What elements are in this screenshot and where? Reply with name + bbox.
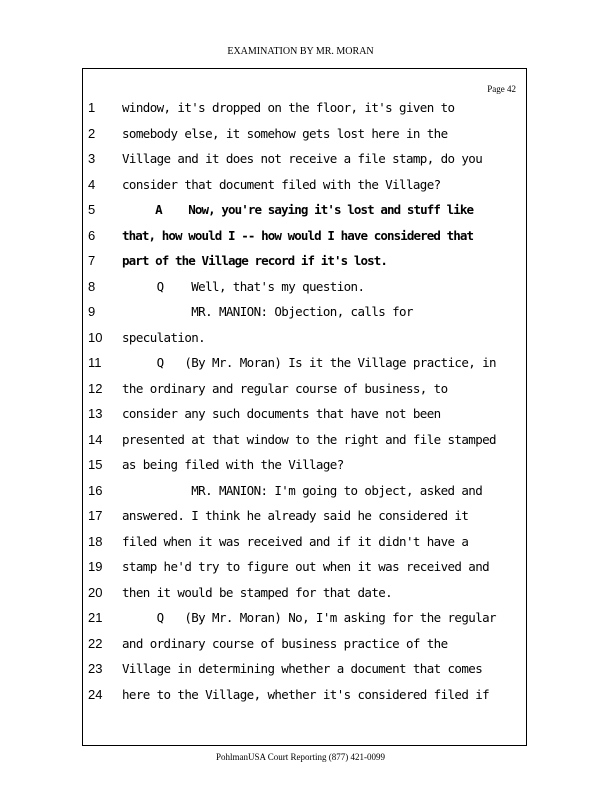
line-text: filed when it was received and if it didn't have a (122, 533, 469, 549)
transcript-line (0, 355, 601, 375)
line-text: MR. MANION: Objection, calls for (122, 304, 413, 319)
line-number: 18 (88, 533, 103, 549)
line-text: Q (By Mr. Moran) Is it the Village practice, in (122, 355, 496, 370)
transcript-line (0, 483, 601, 503)
line-number: 8 (88, 278, 96, 294)
line-text: presented at that window to the right and file stamped (122, 431, 496, 447)
line-text: Q Well, that's my question. (122, 278, 365, 294)
transcript-line (0, 636, 601, 656)
transcript-line (0, 253, 601, 273)
line-number: 12 (88, 380, 103, 396)
transcript-line (0, 687, 601, 707)
transcript-line (0, 126, 601, 146)
page-number: Page 42 (487, 84, 516, 94)
line-number: 7 (88, 253, 96, 268)
line-text: MR. MANION: I'm going to object, asked and (122, 482, 483, 498)
line-number: 9 (88, 304, 96, 319)
transcript-line (0, 585, 601, 605)
transcript-line (0, 381, 601, 401)
line-text: consider any such documents that have not been (122, 406, 441, 421)
line-number: 11 (88, 355, 102, 370)
transcript-line (0, 559, 601, 579)
transcript-header: EXAMINATION BY MR. MORAN (227, 46, 374, 57)
line-text: somebody else, it somehow gets lost here in the (122, 125, 448, 141)
line-number: 24 (88, 686, 103, 702)
line-text: speculation. (122, 329, 206, 345)
line-number: 19 (88, 559, 103, 574)
line-text: Q (By Mr. Moran) No, I'm asking for the regular (122, 610, 496, 625)
line-number: 21 (88, 610, 103, 625)
transcript-line (0, 508, 601, 528)
transcript-line (0, 202, 601, 222)
transcript-line (0, 330, 601, 350)
line-number: 3 (88, 151, 96, 166)
transcript-line (0, 406, 601, 426)
line-number: 22 (88, 635, 103, 651)
transcript-line (0, 661, 601, 681)
line-text: as being filed with the Village? (122, 457, 344, 472)
line-text: Village and it does not receive a file stamp, do you (122, 151, 483, 166)
line-number: 5 (88, 202, 96, 217)
line-number: 15 (88, 457, 103, 472)
line-text: consider that document filed with the Village? (122, 176, 441, 192)
line-text: A Now, you're saying it's lost and stuff like (122, 202, 474, 217)
line-text: window, it's dropped on the floor, it's given to (122, 100, 455, 115)
line-number: 2 (88, 125, 96, 141)
line-text: Village in determining whether a document that comes (122, 661, 483, 676)
line-text: that, how would I -- how would I have considered that (122, 227, 474, 243)
line-number: 6 (88, 227, 96, 243)
line-text: the ordinary and regular course of business, to (122, 380, 448, 396)
transcript-line (0, 610, 601, 630)
transcript-line (0, 177, 601, 197)
transcript-line (0, 151, 601, 171)
line-text: here to the Village, whether it's considered filed if (122, 686, 490, 702)
transcript-line (0, 279, 601, 299)
transcript-footer: PohlmanUSA Court Reporting (877) 421-0099 (216, 752, 385, 762)
line-number: 1 (88, 100, 96, 115)
line-number: 13 (88, 406, 103, 421)
line-text: and ordinary course of business practice of the (122, 635, 448, 651)
line-number: 23 (88, 661, 103, 676)
line-text: stamp he'd try to figure out when it was received and (122, 559, 490, 574)
line-number: 4 (88, 176, 96, 192)
line-number: 20 (88, 584, 103, 600)
transcript-line (0, 432, 601, 452)
transcript-line (0, 100, 601, 120)
line-number: 14 (88, 431, 103, 447)
line-number: 17 (88, 508, 103, 523)
line-number: 10 (88, 329, 103, 345)
line-text: then it would be stamped for that date. (122, 584, 393, 600)
line-text: part of the Village record if it's lost. (122, 253, 388, 268)
line-text: answered. I think he already said he considered it (122, 508, 469, 523)
transcript-line (0, 304, 601, 324)
line-number: 16 (88, 482, 103, 498)
transcript-line (0, 534, 601, 554)
transcript-line (0, 228, 601, 248)
transcript-line (0, 457, 601, 477)
